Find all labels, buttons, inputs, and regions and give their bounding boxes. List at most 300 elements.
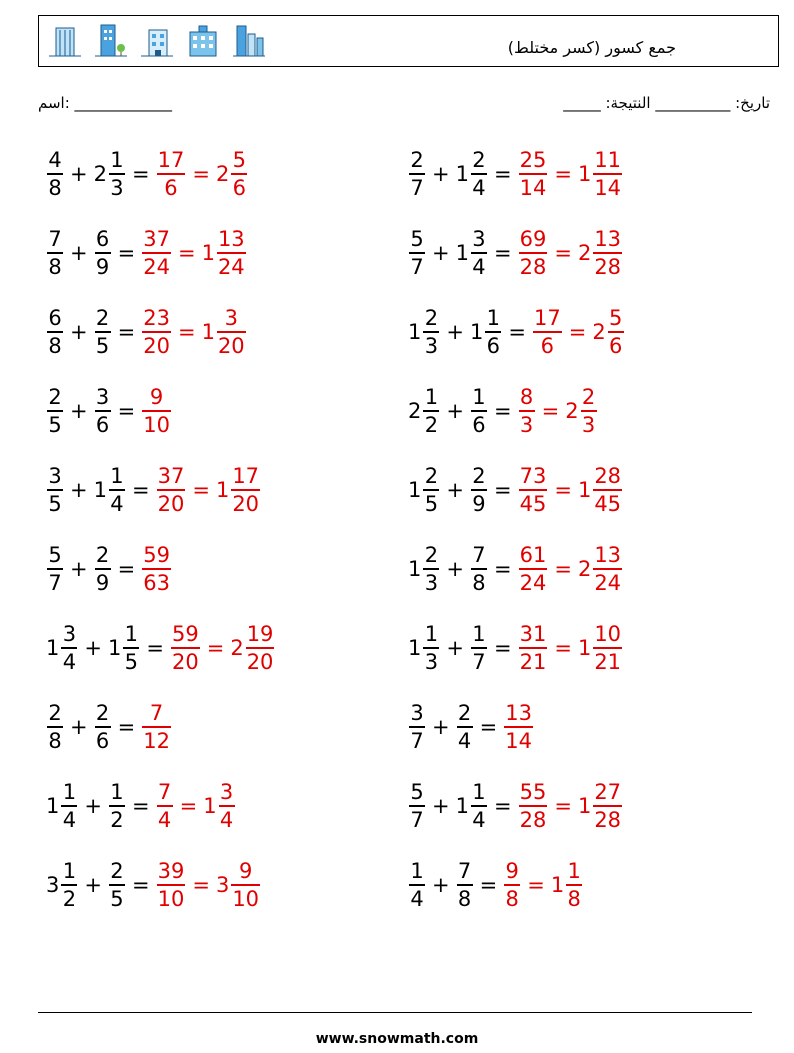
header-box	[38, 15, 779, 67]
numerator: 5	[232, 148, 246, 173]
fraction	[423, 384, 439, 438]
addend-a	[46, 463, 64, 517]
numerator: 5	[410, 780, 424, 805]
equals-sign: =	[493, 162, 512, 186]
addend-a	[408, 463, 440, 517]
building-glass-icon	[47, 22, 83, 58]
answer	[518, 542, 623, 596]
fraction	[95, 305, 111, 359]
numerator: 5	[410, 227, 424, 252]
equals-sign: =	[479, 873, 498, 897]
fraction	[423, 542, 439, 596]
fraction	[566, 858, 582, 912]
numerator: 2	[472, 148, 486, 173]
addend-a	[408, 542, 440, 596]
numerator: 7	[149, 701, 164, 726]
fraction	[423, 621, 439, 675]
problem-item	[46, 223, 247, 283]
addend-a	[408, 700, 426, 754]
numerator: 13	[594, 543, 622, 568]
whole-number: 1	[408, 636, 422, 660]
answer-mixed	[202, 305, 247, 359]
answer	[141, 700, 172, 754]
whole-number: 1	[469, 320, 484, 344]
answer-mixed	[578, 542, 623, 596]
problem-item	[46, 618, 275, 678]
whole-number: 1	[93, 478, 107, 502]
numerator: 69	[519, 227, 547, 252]
denominator: 3	[110, 175, 124, 200]
addend-a	[408, 226, 426, 280]
answer-improper	[518, 147, 549, 201]
denominator: 8	[48, 333, 62, 358]
whole-number: 1	[201, 241, 215, 265]
denominator: 28	[519, 807, 547, 832]
denominator: 8	[567, 886, 581, 911]
denominator: 20	[143, 333, 170, 358]
numerator: 1	[567, 859, 581, 884]
numerator: 1	[110, 464, 124, 489]
fraction	[593, 621, 622, 675]
answer-mixed	[230, 621, 275, 675]
whole-number: 1	[550, 873, 565, 897]
numerator: 2	[48, 385, 62, 410]
fraction	[219, 779, 235, 833]
denominator: 5	[48, 491, 62, 516]
fraction	[217, 305, 246, 359]
numerator: 59	[143, 543, 170, 568]
denominator: 9	[95, 570, 110, 595]
fraction	[231, 147, 247, 201]
answer	[170, 621, 275, 675]
whole-number: 2	[577, 241, 592, 265]
answer	[156, 147, 249, 201]
numerator: 1	[472, 622, 486, 647]
fraction	[504, 858, 520, 912]
fraction	[47, 384, 63, 438]
fraction	[109, 779, 125, 833]
plus-sign: +	[432, 873, 450, 897]
equals-sign: =	[493, 241, 512, 265]
fraction	[471, 779, 487, 833]
denominator: 20	[171, 649, 199, 674]
addend-b	[94, 384, 112, 438]
denominator: 21	[519, 649, 547, 674]
answer	[141, 305, 246, 359]
problem-item	[408, 776, 623, 836]
name-field: اسم: _____________	[38, 94, 173, 112]
answer-mixed	[578, 226, 623, 280]
numerator: 5	[609, 306, 623, 331]
numerator: 7	[457, 859, 472, 884]
numerator: 1	[62, 859, 77, 884]
fraction	[47, 542, 63, 596]
denominator: 5	[424, 491, 439, 516]
answer-improper	[156, 463, 187, 517]
fraction	[142, 226, 171, 280]
answer	[503, 858, 583, 912]
addend-b	[470, 463, 488, 517]
answer-equals-sign: =	[554, 162, 572, 186]
answer-improper	[156, 147, 187, 201]
problem-item	[408, 302, 625, 362]
denominator: 6	[95, 728, 110, 753]
addend-a	[408, 305, 440, 359]
problem-item	[46, 381, 172, 441]
denominator: 7	[472, 649, 486, 674]
denominator: 63	[143, 570, 170, 595]
fraction	[471, 147, 487, 201]
addend-b	[108, 621, 140, 675]
answer	[518, 463, 623, 517]
numerator: 6	[48, 306, 62, 331]
addend-a	[46, 858, 78, 912]
denominator: 20	[246, 649, 274, 674]
whole-number: 2	[565, 399, 579, 423]
numerator: 23	[143, 306, 170, 331]
answer-improper	[156, 779, 174, 833]
equals-sign: =	[117, 320, 136, 344]
fraction	[157, 463, 186, 517]
answer-improper	[141, 384, 172, 438]
equals-sign: =	[117, 557, 136, 581]
addend-b	[94, 226, 112, 280]
numerator: 1	[472, 780, 486, 805]
denominator: 4	[472, 254, 486, 279]
denominator: 8	[505, 886, 519, 911]
denominator: 14	[505, 728, 532, 753]
fraction	[95, 700, 111, 754]
fraction	[519, 226, 548, 280]
plus-sign: +	[432, 715, 450, 739]
addend-b	[470, 621, 488, 675]
fraction	[423, 463, 439, 517]
denominator: 28	[519, 254, 547, 279]
addend-b	[94, 147, 126, 201]
fraction	[409, 700, 425, 754]
whole-number: 1	[455, 162, 469, 186]
whole-number: 1	[408, 320, 422, 344]
denominator: 7	[410, 728, 424, 753]
denominator: 12	[143, 728, 170, 753]
worksheet-title: جمع كسور (كسر مختلط)	[507, 38, 676, 57]
problem-item	[46, 539, 172, 599]
answer-mixed	[565, 384, 597, 438]
equals-sign: =	[493, 557, 512, 581]
numerator: 13	[505, 701, 532, 726]
denominator: 5	[110, 886, 124, 911]
addend-b	[470, 542, 488, 596]
addend-b	[94, 700, 112, 754]
fraction	[471, 463, 487, 517]
numerator: 2	[95, 306, 110, 331]
numerator: 17	[157, 148, 185, 173]
problem-item	[46, 697, 172, 757]
addend-b	[456, 779, 488, 833]
equals-sign: =	[117, 715, 136, 739]
denominator: 21	[594, 649, 622, 674]
answer-mixed	[578, 463, 623, 517]
denominator: 9	[95, 254, 110, 279]
equals-sign: =	[131, 478, 150, 502]
numerator: 73	[519, 464, 547, 489]
numerator: 3	[219, 780, 234, 805]
addend-a	[408, 779, 426, 833]
numerator: 2	[472, 464, 486, 489]
problem-item	[408, 144, 623, 204]
equals-sign: =	[479, 715, 498, 739]
denominator: 14	[519, 175, 547, 200]
answer-improper	[518, 542, 549, 596]
numerator: 1	[472, 385, 486, 410]
answer-mixed	[578, 779, 623, 833]
whole-number: 1	[46, 636, 60, 660]
answer-mixed	[203, 779, 235, 833]
numerator: 2	[95, 701, 110, 726]
equals-sign: =	[131, 873, 150, 897]
answer-equals-sign: =	[527, 873, 545, 897]
fraction	[593, 226, 622, 280]
addend-b	[94, 463, 126, 517]
numerator: 13	[217, 227, 245, 252]
answer-equals-sign: =	[206, 636, 225, 660]
numerator: 2	[424, 306, 439, 331]
answer-mixed	[578, 621, 623, 675]
plus-sign: +	[446, 399, 464, 423]
fraction	[519, 621, 548, 675]
answer-improper	[532, 305, 563, 359]
numerator: 9	[505, 859, 519, 884]
fraction	[47, 226, 63, 280]
denominator: 5	[48, 412, 62, 437]
answer	[503, 700, 534, 754]
equals-sign: =	[131, 162, 150, 186]
fraction	[109, 463, 125, 517]
fraction	[157, 779, 173, 833]
denominator: 3	[424, 570, 439, 595]
whole-number: 2	[592, 320, 606, 344]
fraction	[157, 147, 186, 201]
plus-sign: +	[70, 320, 88, 344]
equals-sign: =	[117, 241, 136, 265]
numerator: 2	[110, 859, 124, 884]
whole-number: 3	[215, 873, 230, 897]
addend-a	[46, 621, 78, 675]
problem-item	[46, 144, 248, 204]
problem-item	[408, 539, 623, 599]
fraction	[61, 858, 77, 912]
numerator: 6	[95, 227, 110, 252]
denominator: 2	[424, 412, 439, 437]
addend-b	[94, 305, 112, 359]
addend-b	[470, 384, 488, 438]
denominator: 4	[457, 728, 472, 753]
fraction	[47, 305, 63, 359]
fraction	[485, 305, 501, 359]
denominator: 8	[48, 254, 62, 279]
problem-item	[46, 302, 247, 362]
plus-sign: +	[446, 557, 464, 581]
whole-number: 1	[201, 320, 215, 344]
plus-sign: +	[70, 162, 88, 186]
fraction	[123, 621, 139, 675]
answer	[156, 463, 261, 517]
equals-sign: =	[493, 478, 512, 502]
fraction	[95, 542, 111, 596]
denominator: 45	[519, 491, 547, 516]
addend-b	[108, 858, 126, 912]
plus-sign: +	[84, 794, 102, 818]
whole-number: 1	[46, 794, 60, 818]
whole-number: 1	[215, 478, 230, 502]
fraction	[409, 858, 425, 912]
whole-number: 1	[577, 794, 592, 818]
addend-b	[94, 542, 112, 596]
fraction	[608, 305, 624, 359]
numerator: 3	[472, 227, 486, 252]
fraction	[142, 305, 171, 359]
fraction	[61, 621, 77, 675]
numerator: 19	[246, 622, 274, 647]
answer	[518, 779, 623, 833]
answer-equals-sign: =	[541, 399, 560, 423]
denominator: 28	[594, 254, 622, 279]
whole-number: 3	[46, 873, 60, 897]
denominator: 7	[48, 570, 62, 595]
answer-mixed	[216, 147, 248, 201]
answer-equals-sign: =	[554, 241, 572, 265]
addend-a	[408, 384, 440, 438]
fraction	[61, 779, 77, 833]
fraction	[142, 700, 171, 754]
denominator: 8	[48, 728, 62, 753]
problem-item	[408, 855, 583, 915]
denominator: 10	[157, 886, 185, 911]
numerator: 1	[410, 859, 424, 884]
answer-improper	[141, 542, 172, 596]
plus-sign: +	[70, 241, 88, 265]
denominator: 8	[457, 886, 472, 911]
numerator: 3	[62, 622, 77, 647]
building-tree-icon	[93, 22, 129, 58]
equals-sign: =	[146, 636, 164, 660]
denominator: 2	[110, 807, 124, 832]
answer-equals-sign: =	[177, 320, 196, 344]
numerator: 27	[594, 780, 622, 805]
denominator: 20	[232, 491, 260, 516]
denominator: 6	[609, 333, 623, 358]
addend-b	[108, 779, 126, 833]
denominator: 2	[62, 886, 77, 911]
addend-b	[456, 700, 474, 754]
numerator: 59	[171, 622, 199, 647]
addend-a	[408, 621, 440, 675]
answer-mixed	[216, 463, 261, 517]
answer-equals-sign: =	[554, 636, 572, 660]
equals-sign: =	[493, 636, 512, 660]
fraction	[593, 147, 622, 201]
answer-improper	[170, 621, 201, 675]
fraction	[593, 463, 622, 517]
denominator: 28	[594, 807, 622, 832]
plus-sign: +	[70, 399, 88, 423]
addend-a	[46, 305, 64, 359]
addend-b	[470, 305, 502, 359]
fraction	[231, 858, 260, 912]
whole-number: 2	[408, 399, 422, 423]
numerator: 2	[48, 701, 62, 726]
addend-a	[46, 542, 64, 596]
building-office-icon	[185, 22, 221, 58]
numerator: 3	[95, 385, 110, 410]
problem-item	[46, 855, 261, 915]
whole-number: 1	[408, 557, 422, 581]
problem-item	[46, 460, 261, 520]
denominator: 6	[164, 175, 178, 200]
fraction	[423, 305, 439, 359]
answer	[141, 542, 172, 596]
fraction	[519, 542, 548, 596]
denominator: 20	[157, 491, 185, 516]
answer-equals-sign: =	[192, 873, 210, 897]
numerator: 1	[110, 780, 124, 805]
denominator: 7	[410, 807, 424, 832]
numerator: 4	[48, 148, 62, 173]
numerator: 1	[110, 148, 124, 173]
fraction	[171, 621, 200, 675]
denominator: 14	[594, 175, 622, 200]
answer-improper	[156, 858, 187, 912]
denominator: 45	[594, 491, 622, 516]
addend-b	[456, 858, 474, 912]
numerator: 5	[48, 543, 62, 568]
fraction	[95, 226, 111, 280]
numerator: 37	[157, 464, 185, 489]
answer-equals-sign: =	[568, 320, 587, 344]
fraction	[519, 463, 548, 517]
equals-sign: =	[493, 794, 512, 818]
problem-item	[408, 460, 623, 520]
denominator: 3	[519, 412, 534, 437]
addend-a	[46, 700, 64, 754]
answer-improper	[518, 779, 549, 833]
numerator: 31	[519, 622, 547, 647]
whole-number: 1	[408, 478, 422, 502]
answer	[532, 305, 625, 359]
equals-sign: =	[117, 399, 136, 423]
denominator: 6	[486, 333, 501, 358]
whole-number: 1	[577, 162, 592, 186]
numerator: 17	[533, 306, 561, 331]
numerator: 11	[594, 148, 622, 173]
building-towers-icon	[231, 22, 267, 58]
denominator: 20	[217, 333, 245, 358]
numerator: 13	[594, 227, 622, 252]
fraction	[409, 226, 425, 280]
problem-item	[408, 381, 598, 441]
answer-improper	[503, 700, 534, 754]
whole-number: 2	[230, 636, 244, 660]
fraction	[519, 384, 535, 438]
fraction	[471, 226, 487, 280]
denominator: 8	[48, 175, 62, 200]
fraction	[47, 463, 63, 517]
answer-improper	[518, 463, 549, 517]
answer	[141, 226, 246, 280]
addend-a	[46, 779, 78, 833]
answer-improper	[141, 700, 172, 754]
numerator: 17	[232, 464, 260, 489]
